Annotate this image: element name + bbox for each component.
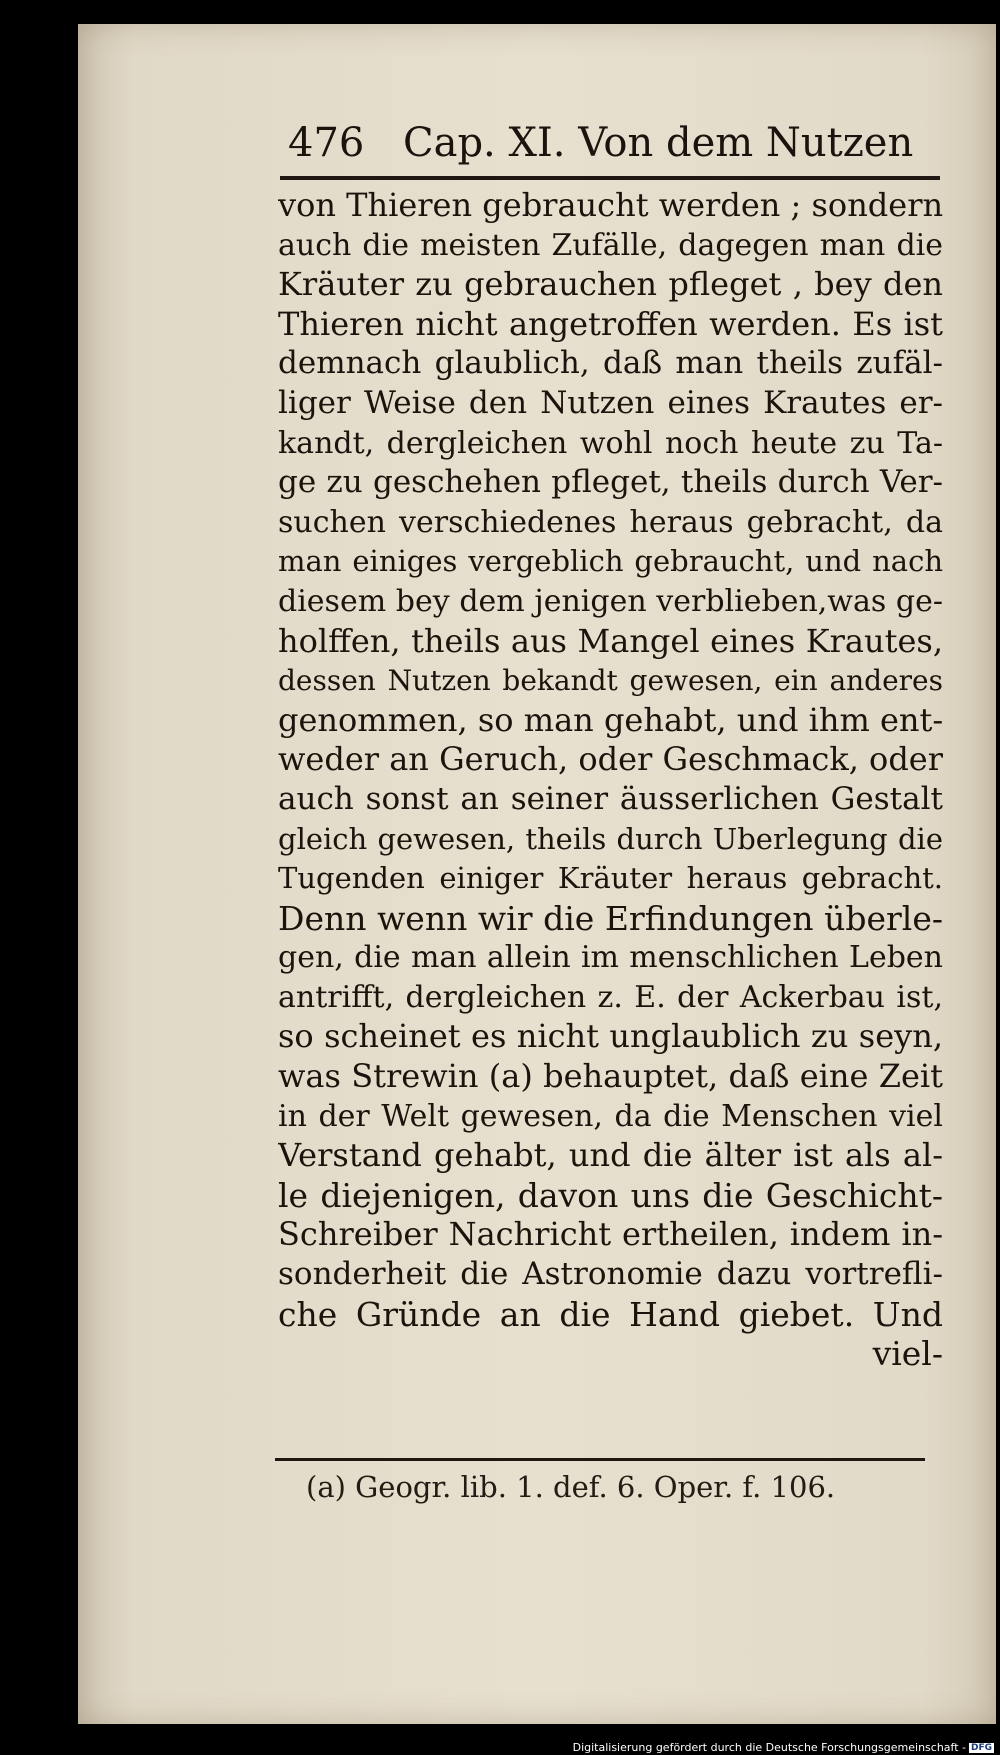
chapter-title: Cap. XI. Von dem Nutzen bbox=[403, 120, 914, 166]
page-number: 476 bbox=[288, 120, 365, 166]
text-line: le diejenigen, davon uns die Geschicht- bbox=[278, 1175, 943, 1215]
text-line: holffen, theils aus Mangel eines Krautes, bbox=[278, 621, 943, 660]
text-line: Schreiber Nachricht ertheilen, indem in- bbox=[278, 1215, 943, 1254]
text-line: gen, die man allein im menschlichen Leben bbox=[278, 940, 943, 976]
text-line: was Strewin (a) behauptet, daß eine Zeit bbox=[278, 1057, 943, 1096]
text-line: ge zu geschehen pfleget, theils durch Ver- bbox=[278, 464, 943, 501]
text-line: Thieren nicht angetroffen werden. Es ist bbox=[278, 304, 943, 343]
text-line: in der Welt gewesen, da die Menschen viel bbox=[278, 1098, 943, 1134]
text-line: genommen, so man gehabt, und ihm ent- bbox=[278, 700, 943, 739]
text-line: che Gründe an die Hand giebet. Und bbox=[278, 1294, 943, 1334]
footnote-rule bbox=[275, 1458, 925, 1461]
dfg-logo: DFG bbox=[970, 1742, 992, 1753]
text-line: dessen Nutzen bekandt gewesen, ein anderes bbox=[278, 664, 943, 698]
text-line: von Thieren gebraucht werden ; sondern bbox=[278, 186, 943, 224]
body-text bbox=[278, 186, 943, 1374]
text-line: antrifft, dergleichen z. E. der Ackerbau ist, bbox=[278, 979, 943, 1015]
text-line: Verstand gehabt, und die älter ist als al- bbox=[278, 1136, 943, 1175]
footnote: (a) Geogr. lib. 1. def. 6. Oper. f. 106. bbox=[306, 1470, 836, 1504]
text-line: kandt, dergleichen wohl noch heute zu Ta- bbox=[278, 425, 943, 461]
text-line: man einiges vergeblich gebraucht, und nach bbox=[278, 544, 943, 579]
text-line: demnach glaublich, daß man theils zufäl- bbox=[278, 345, 943, 382]
text-line: gleich gewesen, theils durch Uberlegung die bbox=[278, 821, 943, 856]
header-rule bbox=[280, 176, 940, 180]
text-line: auch die meisten Zufälle, dagegen man die bbox=[278, 227, 943, 263]
running-header bbox=[288, 120, 928, 170]
text-line: diesem bey dem jenigen verblieben,was ge- bbox=[278, 583, 943, 619]
text-line: sonderheit die Astronomie dazu vortrefli- bbox=[278, 1256, 943, 1293]
credit-text: Digitalisierung gefördert durch die Deutsche Forschungsgemeinschaft - bbox=[572, 1741, 966, 1754]
catchword: viel- bbox=[872, 1334, 943, 1374]
text-line: suchen verschiedenes heraus gebracht, da bbox=[278, 504, 943, 540]
text-line: Kräuter zu gebrauchen pfleget , bey den bbox=[278, 265, 943, 304]
text-line: auch sonst an seiner äusserlichen Gestalt bbox=[278, 780, 943, 817]
text-line: liger Weise den Nutzen eines Krautes er- bbox=[278, 384, 943, 421]
text-line: so scheinet es nicht unglaublich zu seyn, bbox=[278, 1017, 943, 1056]
digitization-credit bbox=[573, 1741, 994, 1754]
text-line: Tugenden einiger Kräuter heraus gebracht. bbox=[278, 861, 943, 896]
text-line: Denn wenn wir die Erfindungen überle- bbox=[278, 898, 943, 938]
text-line: weder an Geruch, oder Geschmack, oder bbox=[278, 740, 943, 779]
